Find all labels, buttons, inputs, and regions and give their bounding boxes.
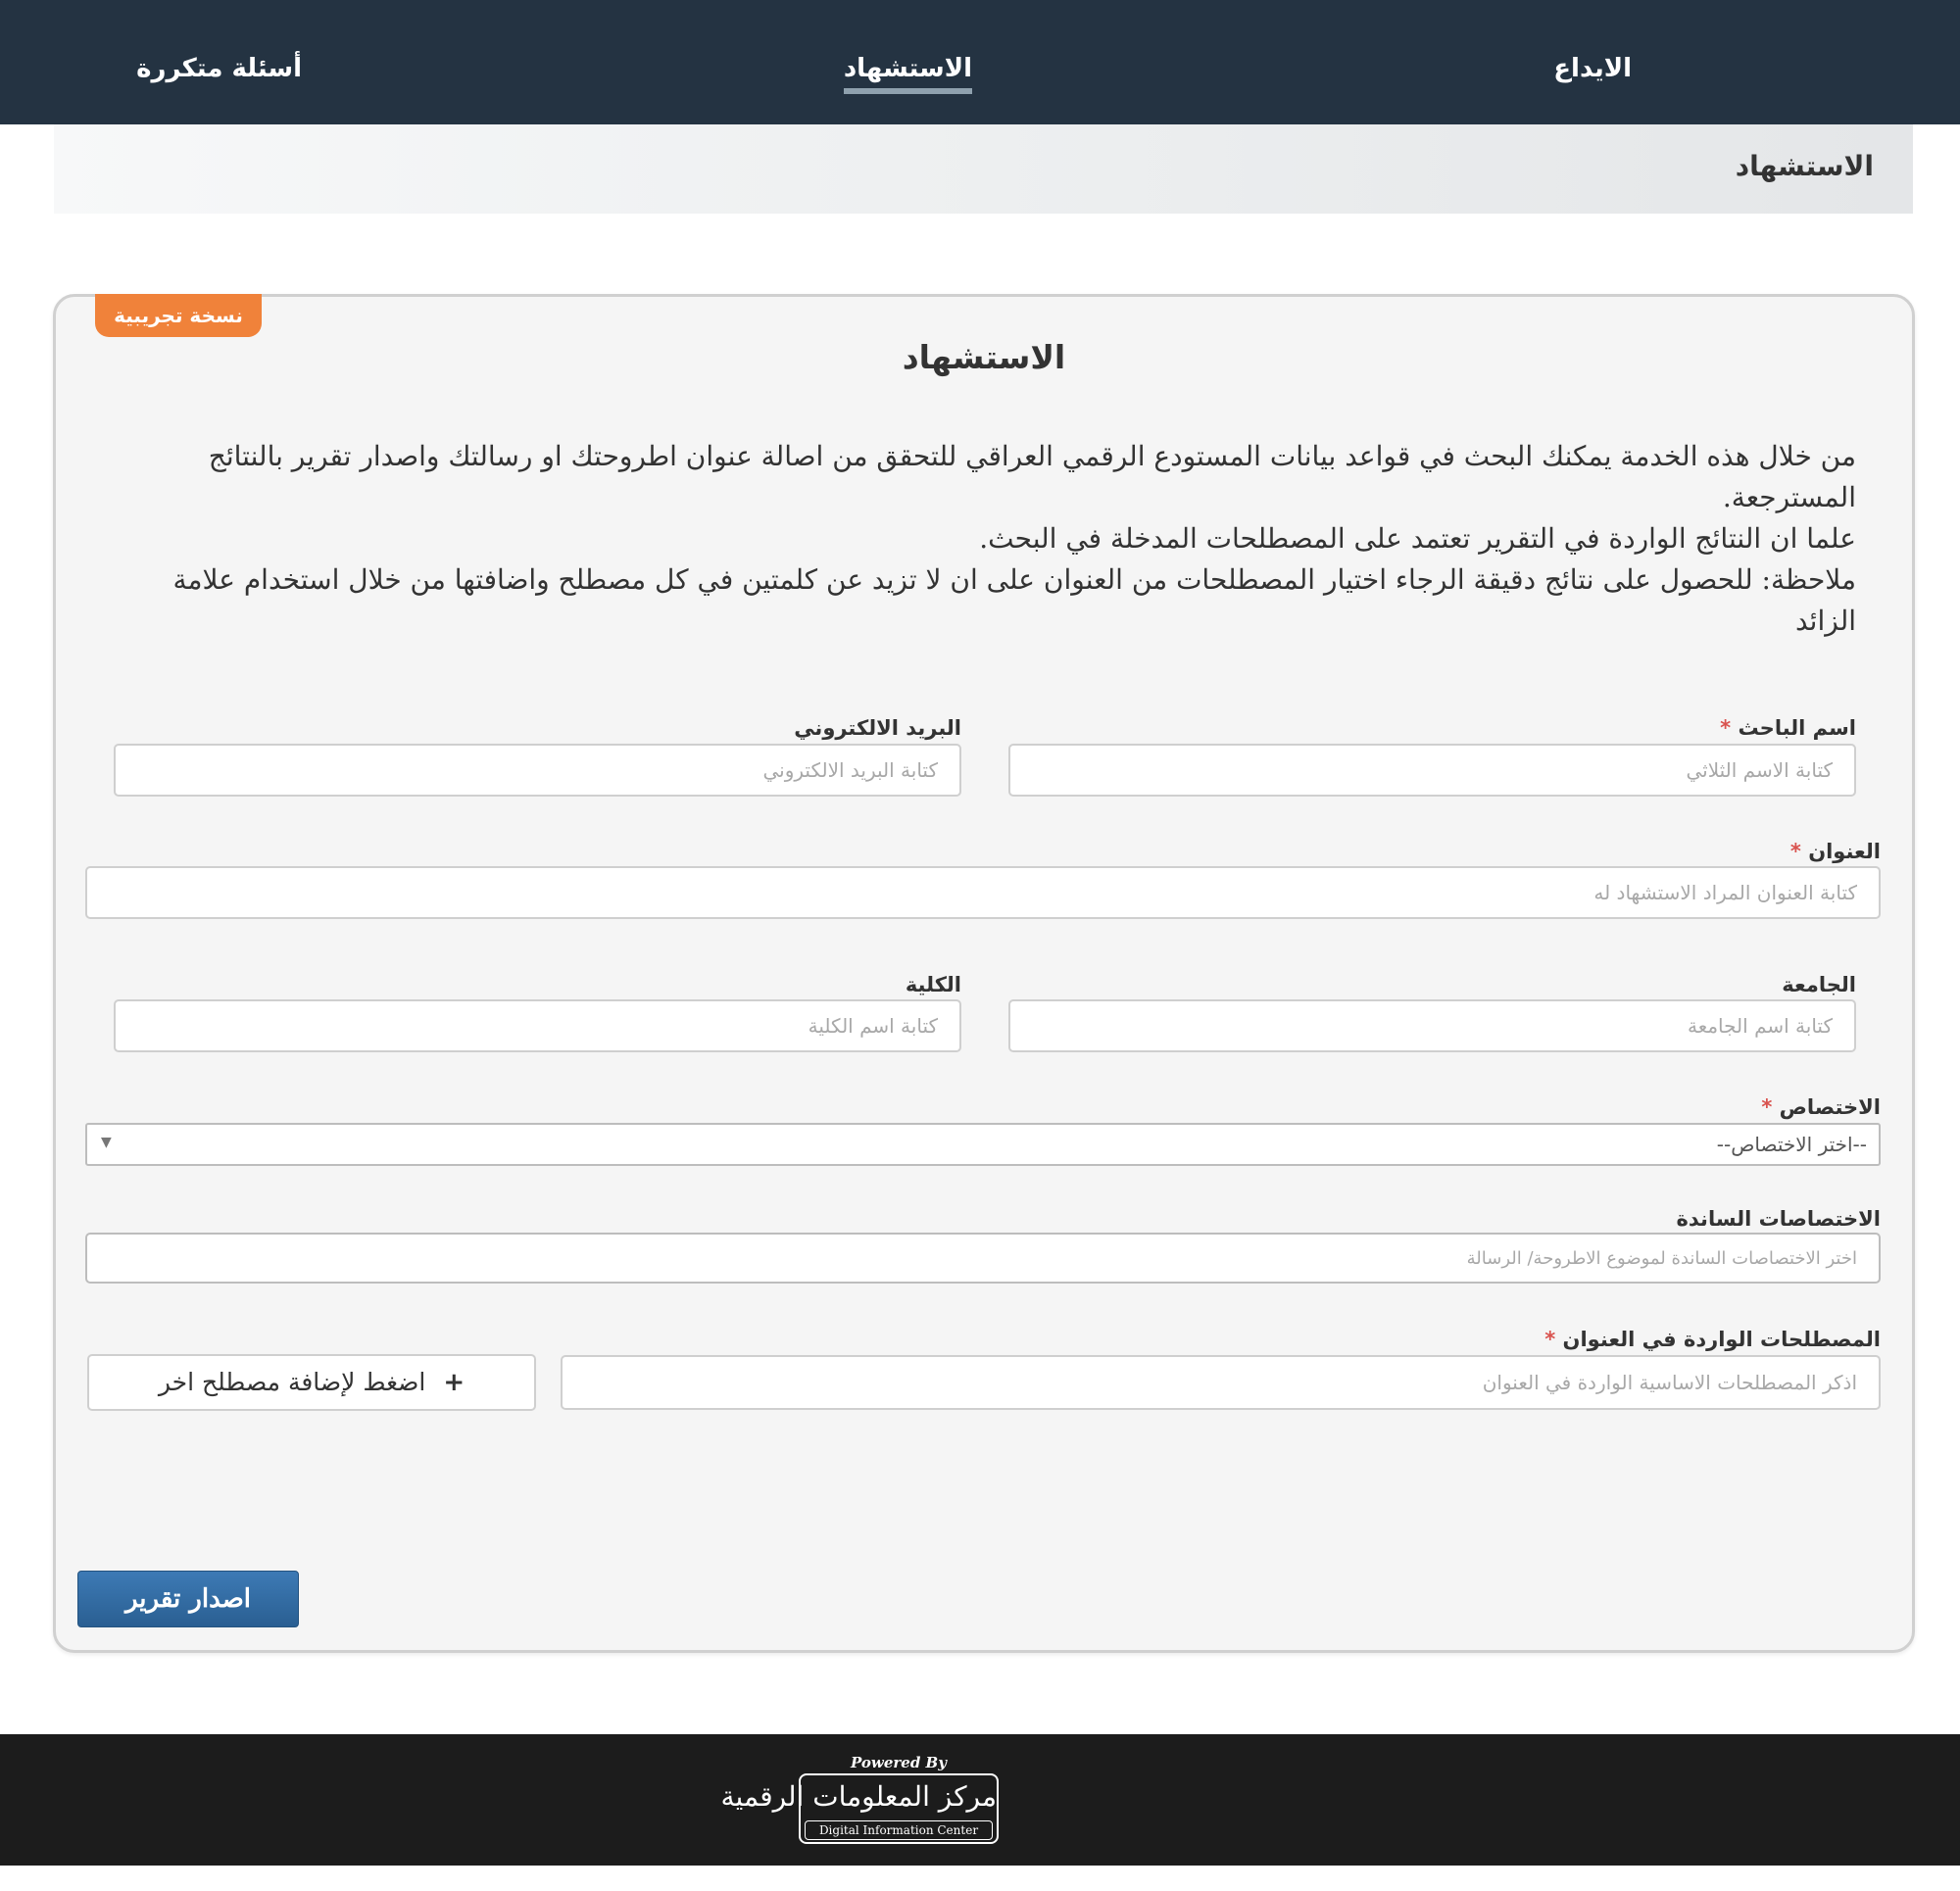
caret-down-icon: ▼ bbox=[101, 1135, 112, 1150]
specialization-selected-value: --اختر الاختصاص-- bbox=[1716, 1133, 1867, 1156]
logo-frame bbox=[720, 1773, 999, 1844]
nav-link-faq[interactable]: أسئلة متكررة bbox=[136, 54, 302, 83]
terms-input[interactable] bbox=[561, 1355, 1881, 1410]
terms-label bbox=[1544, 1326, 1881, 1353]
specialization-label bbox=[1761, 1093, 1881, 1121]
plus-icon: + bbox=[443, 1368, 466, 1397]
supporting-specializations-label-text: الاختصاصات الساندة bbox=[1676, 1207, 1881, 1231]
email-label bbox=[794, 714, 961, 742]
logo-arabic-text: مركز المعلومات الرقمية bbox=[720, 1780, 997, 1813]
powered-by-text: Powered By bbox=[851, 1754, 947, 1771]
intro-paragraph: علما ان النتائج الواردة في التقرير تعتمد على المصطلحات المدخلة في البحث. bbox=[979, 522, 1856, 555]
researcher-name-label bbox=[1720, 714, 1856, 742]
required-mark: * bbox=[1720, 716, 1732, 740]
breadcrumb bbox=[54, 124, 1913, 214]
researcher-name-input[interactable] bbox=[1008, 744, 1856, 797]
university-label-text: الجامعة bbox=[1782, 973, 1856, 996]
add-term-button-label: اضغط لإضافة مصطلح اخر bbox=[158, 1368, 426, 1396]
specialization-select[interactable] bbox=[85, 1123, 1881, 1166]
university-input[interactable] bbox=[1008, 999, 1856, 1052]
digital-information-center-logo bbox=[720, 1754, 1002, 1852]
intro-paragraph: من خلال هذه الخدمة يمكنك البحث في قواعد بيانات المستودع الرقمي العراقي للتحقق من اصالة عنوان اطروحتك او رسالتك واصدار تقرير بالنتائج المسترجعة. bbox=[208, 440, 1856, 513]
email-label-text: البريد الالكتروني bbox=[794, 716, 961, 740]
title-label bbox=[1790, 838, 1881, 865]
nav-link-citation[interactable]: الاستشهاد bbox=[844, 47, 972, 94]
supporting-specializations-input[interactable] bbox=[85, 1233, 1881, 1284]
logo-english-text: Digital Information Center bbox=[805, 1820, 993, 1840]
title-label-text: العنوان bbox=[1808, 840, 1881, 863]
college-label-text: الكلية bbox=[905, 973, 961, 996]
intro-text bbox=[131, 436, 1856, 642]
college-input[interactable] bbox=[114, 999, 961, 1052]
title-input[interactable] bbox=[85, 866, 1881, 919]
breadcrumb-title: الاستشهاد bbox=[1735, 150, 1874, 182]
add-term-button[interactable] bbox=[87, 1354, 536, 1411]
citation-form-panel bbox=[53, 294, 1915, 1653]
trial-version-badge: نسخة تجريبية bbox=[95, 294, 262, 337]
top-navigation bbox=[0, 0, 1960, 124]
intro-note: ملاحظة: للحصول على نتائج دقيقة الرجاء اختيار المصطلحات من العنوان على ان لا تزيد عن كلمتين في كل مصطلح واضافتها من خلال استخدام علامة الزائد bbox=[172, 563, 1856, 637]
page-title: الاستشهاد bbox=[902, 338, 1066, 376]
nav-link-deposit[interactable]: الايداع bbox=[1553, 54, 1632, 83]
footer bbox=[0, 1734, 1960, 1866]
issue-report-button[interactable]: اصدار تقرير bbox=[77, 1571, 299, 1627]
email-input[interactable] bbox=[114, 744, 961, 797]
required-mark: * bbox=[1761, 1095, 1773, 1119]
required-mark: * bbox=[1789, 840, 1801, 863]
specialization-label-text: الاختصاص bbox=[1779, 1095, 1881, 1119]
required-mark: * bbox=[1544, 1328, 1556, 1351]
university-label bbox=[1782, 971, 1856, 998]
terms-label-text: المصطلحات الواردة في العنوان bbox=[1562, 1328, 1881, 1351]
researcher-name-label-text: اسم الباحث bbox=[1738, 716, 1856, 740]
college-label bbox=[906, 971, 961, 998]
supporting-specializations-label bbox=[1677, 1205, 1881, 1233]
